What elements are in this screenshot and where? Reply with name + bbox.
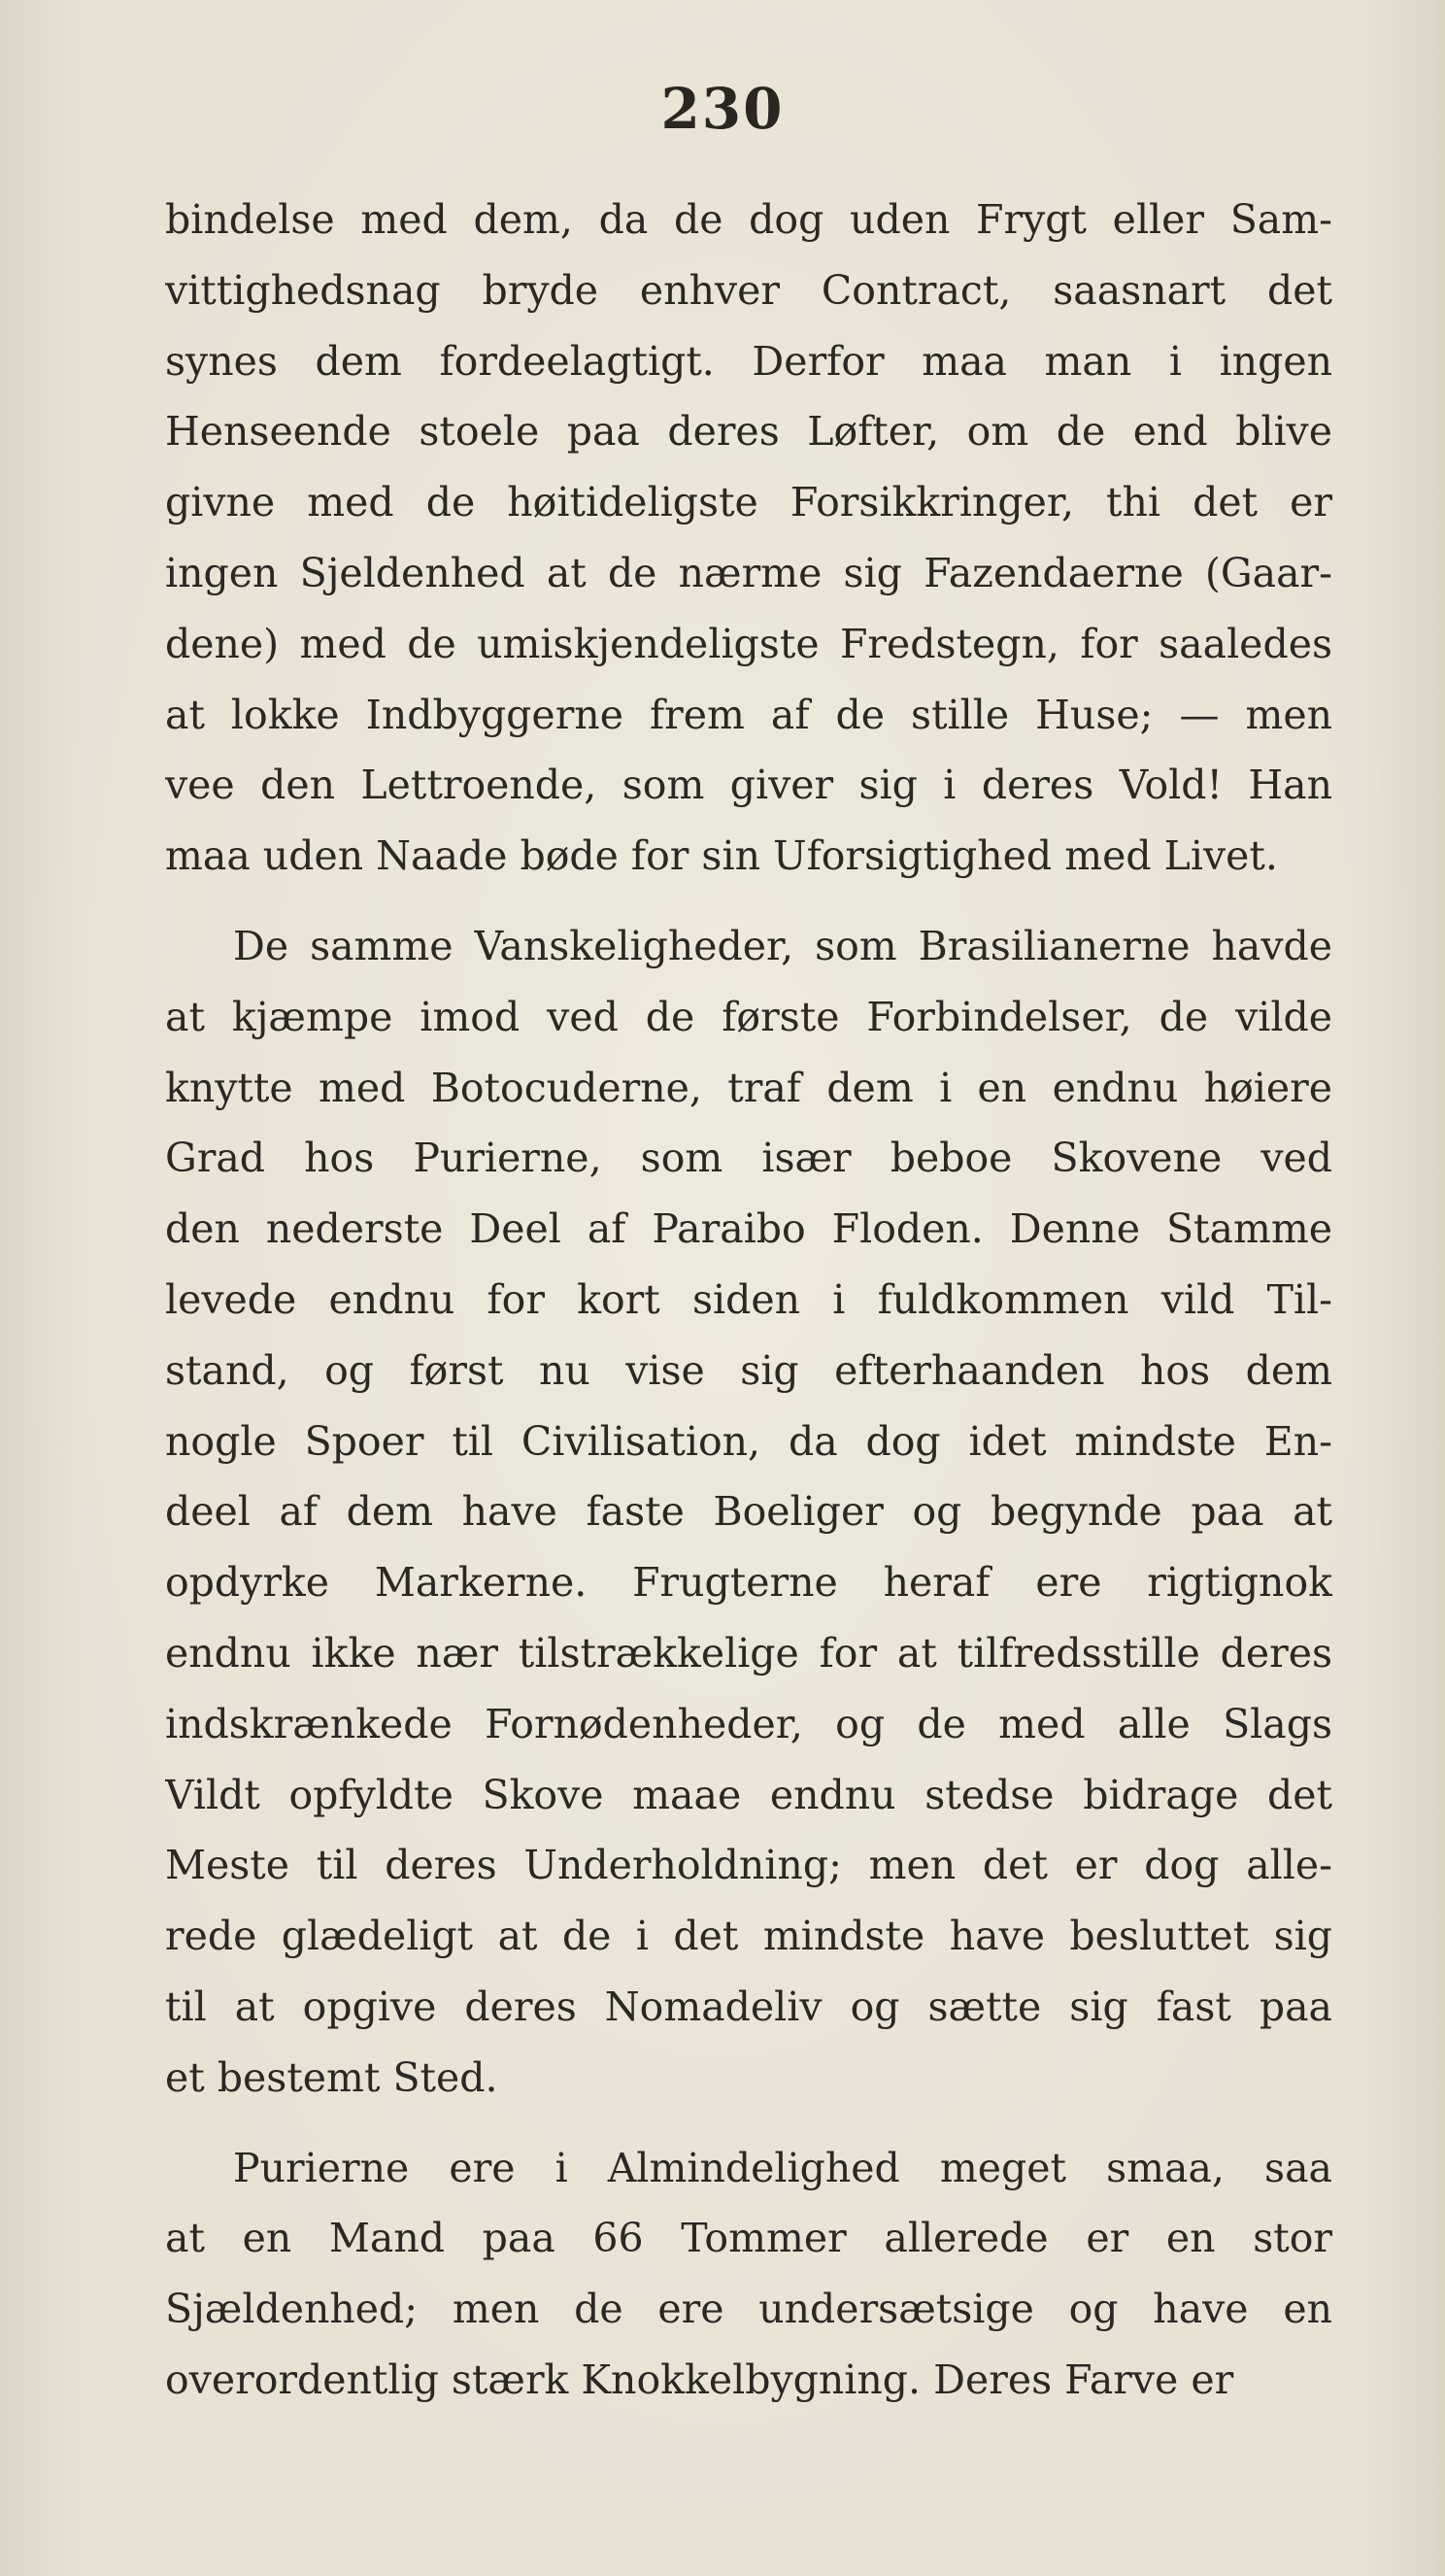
paragraph-gap <box>165 892 1332 911</box>
text-line: endnu ikke nær tilstrækkelige for at tilfredsstille deres <box>165 1629 1332 1677</box>
text-line: knytte med Botocuderne, traf dem i en endnu høiere <box>165 1064 1332 1111</box>
text-line: til at opgive deres Nomadeliv og sætte sig fast paa <box>165 1983 1332 2030</box>
text-line: overordentlig stærk Knokkelbygning. Deres Farve er <box>165 2356 1234 2403</box>
paragraph <box>165 2133 1332 2416</box>
text-line: Meste til deres Underholdning; men det er dog alle- <box>165 1842 1332 1889</box>
text-line: nogle Spoer til Civilisation, da dog idet mindste En- <box>165 1417 1332 1465</box>
text-line: bindelse med dem, da de dog uden Frygt eller Sam- <box>165 196 1332 243</box>
text-line: Sjældenhed; men de ere undersætsige og have en <box>165 2286 1332 2333</box>
text-line: levede endnu for kort siden i fuldkommen vild Til- <box>165 1275 1332 1323</box>
paragraph <box>165 911 1332 2114</box>
text-line: at kjæmpe imod ved de første Forbindelser, de vilde <box>165 993 1332 1040</box>
text-line: den nederste Deel af Paraibo Floden. Denne Stamme <box>165 1205 1332 1253</box>
text-line: Vildt opfyldte Skove maae endnu stedse bidrage det <box>165 1771 1332 1818</box>
text-line: et bestemt Sted. <box>165 2053 498 2101</box>
page-number: 230 <box>660 76 785 142</box>
paragraph <box>165 185 1332 892</box>
text-line: synes dem fordeelagtigt. Derfor maa man i ingen <box>165 337 1332 385</box>
paragraph-gap <box>165 2114 1332 2133</box>
text-line: maa uden Naade bøde for sin Uforsigtighed med Livet. <box>165 832 1278 880</box>
body-text <box>165 185 1332 2416</box>
text-line: vee den Lettroende, som giver sig i deres Vold! Han <box>165 762 1332 809</box>
text-line: at en Mand paa 66 Tommer allerede er en stor <box>165 2215 1332 2262</box>
text-line: opdyrke Markerne. Frugterne heraf ere rigtignok <box>165 1559 1332 1607</box>
text-line: stand, og først nu vise sig efterhaanden hos dem <box>165 1346 1332 1394</box>
text-line: indskrænkede Fornødenheder, og de med alle Slags <box>165 1700 1332 1747</box>
text-line: Purierne ere i Almindelighed meget smaa, saa <box>233 2144 1332 2191</box>
text-line: dene) med de umiskjendeligste Fredstegn, for saaledes <box>165 620 1332 667</box>
text-line: vittighedsnag bryde enhver Contract, saasnart det <box>165 266 1332 314</box>
text-line: at lokke Indbyggerne frem af de stille Huse; — men <box>165 691 1332 738</box>
text-line: Grad hos Purierne, som især beboe Skovene ved <box>165 1135 1332 1182</box>
text-line: givne med de høitideligste Forsikkringer, thi det er <box>165 479 1332 526</box>
text-line: deel af dem have faste Boeliger og begynde paa at <box>165 1488 1332 1536</box>
text-line: rede glædeligt at de i det mindste have besluttet sig <box>165 1913 1332 1960</box>
text-line: De samme Vanskeligheder, som Brasilianerne havde <box>233 922 1332 969</box>
text-line: ingen Sjeldenhed at de nærme sig Fazendaerne (Gaar- <box>165 549 1332 596</box>
text-line: Henseende stoele paa deres Løfter, om de end blive <box>165 408 1332 456</box>
